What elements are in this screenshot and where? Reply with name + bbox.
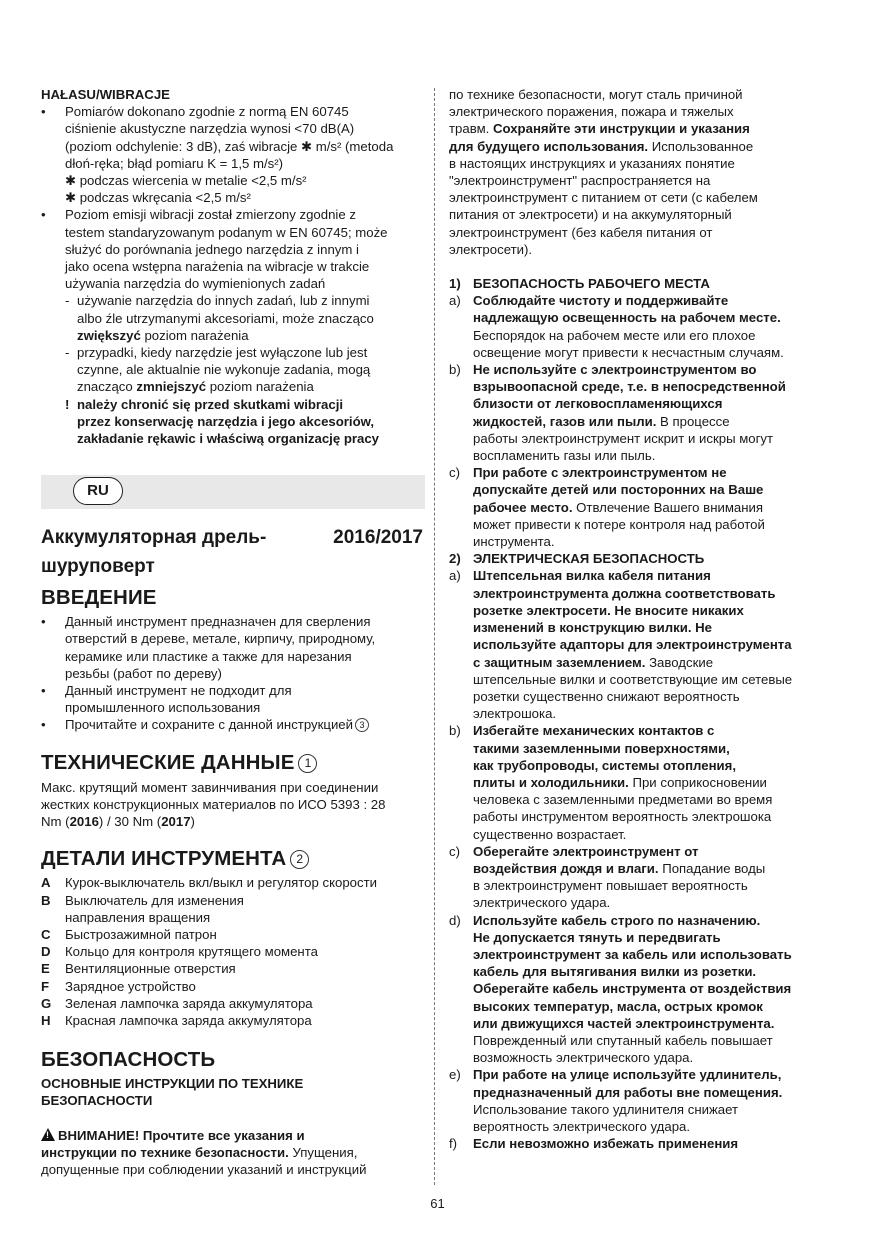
item-2e	[449, 1066, 835, 1135]
text-line: czynne, ale aktualnie nie wykonuje zadania, mogą	[77, 362, 371, 378]
text-line: электроинструмент (без кабеля питания от	[449, 224, 713, 240]
text-line: • Данный инструмент не подходит для	[65, 683, 292, 699]
emphasis: близости от легковоспламеняющихся	[473, 396, 723, 412]
item-letter: c)	[449, 843, 460, 859]
emphasis: инструкции по технике безопасности.	[41, 1144, 289, 1160]
item-body	[473, 1135, 738, 1152]
item-2d	[449, 912, 835, 1067]
product-title	[41, 523, 425, 581]
text-line: резьбы (работ по дереву)	[65, 665, 222, 681]
emphasis: Оберегайте кабель инструмента от воздействия	[473, 981, 792, 997]
emphasis: Соблюдайте чистоту и поддерживайте	[473, 293, 729, 309]
text-line: может привести к потере контроля над работой	[473, 516, 765, 532]
intro-bullet-1	[41, 613, 425, 682]
text-span: znacząco	[77, 379, 137, 395]
figure-ref-3: 3	[355, 718, 369, 732]
heading-text: ДЕТАЛИ ИНСТРУМЕНТА	[41, 847, 287, 871]
text-span: травм.	[449, 121, 493, 137]
text-line: • Poziom emisji wibracji został zmierzony zgodnie z	[65, 207, 356, 223]
part-label: Кольцо для контроля крутящего момента	[65, 944, 318, 960]
part-letter: H	[41, 1012, 51, 1028]
item-1a	[449, 292, 835, 361]
item-letter: e)	[449, 1067, 461, 1083]
text-line: • Pomiarów dokonano zgodnie z normą EN 60745	[65, 104, 349, 120]
emphasis: розетке электросети. Не вносите никаких	[473, 602, 744, 618]
text-line: ciśnienie akustyczne narzędzia wynosi <70 dB(A)	[65, 121, 355, 137]
part-item	[41, 1012, 425, 1029]
item-1c	[449, 464, 835, 550]
section-work-area	[449, 275, 835, 292]
part-letter: D	[41, 944, 51, 960]
item-body	[473, 1066, 782, 1135]
text-line: należy chronić się przed skutkami wibracji	[77, 396, 344, 412]
text-span: Попадание воды	[658, 860, 766, 876]
emphasis: Используйте кабель строго по назначению.	[473, 912, 761, 928]
text-line: по технике безопасности, могут сталь причиной	[449, 87, 743, 102]
text-span: Отвлечение Вашего внимания	[572, 499, 764, 515]
year-2016: 2016	[69, 814, 99, 830]
text-line: "электроинструмент" распространяется на	[449, 173, 711, 189]
text-line: (poziom odchylenie: 3 dB), zaś wibracje ✱ m/s² (metoda	[65, 138, 394, 154]
part-label: Зарядное устройство	[65, 978, 196, 994]
emphasis: как трубопроводы, системы отопления,	[473, 757, 737, 773]
text-line: воспламенить газы или пыль.	[473, 448, 656, 464]
part-item	[41, 874, 425, 891]
text-line: инструмента.	[473, 534, 555, 550]
emphasis: кабель для вытягивания вилки из розетки.	[473, 964, 757, 980]
right-column	[449, 86, 835, 1152]
emphasis: Не используйте с электроинструментом во	[473, 362, 757, 378]
emphasis: высоких температур, масла, острых кромок	[473, 998, 763, 1014]
part-label: Зеленая лампочка заряда аккумулятора	[65, 995, 313, 1011]
text-line: возможность электрического удара.	[473, 1050, 694, 1066]
part-item	[41, 978, 425, 995]
emphasis: воздействия дождя и влаги.	[473, 860, 659, 876]
year-2017: 2017	[161, 814, 191, 830]
intro-bullet-3	[41, 716, 425, 733]
text-line: albo źle utrzymanymi akcesoriami, może znacząco	[77, 310, 374, 326]
column-divider	[434, 88, 435, 1185]
text-line: ОСНОВНЫЕ ИНСТРУКЦИИ ПО ТЕХНИКЕ	[41, 1076, 304, 1092]
emphasis: изменений в конструкцию вилки. Не	[473, 620, 713, 636]
item-body	[473, 464, 765, 550]
part-item	[41, 960, 425, 977]
part-item	[41, 926, 425, 943]
emphasis: с защитным заземлением.	[473, 654, 646, 670]
text-span: Прочитайте и сохраните с данной инструкцией	[65, 717, 354, 733]
emphasis: zwiększyć	[77, 327, 141, 343]
vibration-warning	[41, 396, 425, 448]
emphasis: жидкостей, газов или пыли.	[473, 413, 657, 429]
part-label: Вентиляционные отверстия	[65, 961, 236, 977]
text-line: • Данный инструмент предназначен для сверления	[65, 614, 371, 630]
parts-list	[41, 874, 425, 1029]
text-line: освещение могут привести к несчастным случаям.	[473, 344, 784, 360]
item-2c	[449, 843, 835, 912]
text-line: промышленного использования	[65, 700, 261, 716]
part-letter: B	[41, 892, 51, 908]
item-letter: a)	[449, 568, 461, 584]
emphasis: допускайте детей или посторонних на Ваше	[473, 482, 764, 498]
text-line: розетки существенно снижают вероятность	[473, 688, 740, 704]
item-body	[473, 567, 792, 722]
text-line: Макс. крутящий момент завинчивания при соединении	[41, 779, 379, 795]
emphasis: Сохраняйте эти инструкции и указания	[492, 121, 750, 137]
emphasis: Если невозможно избежать применения	[473, 1136, 739, 1152]
safety-warning	[41, 1127, 425, 1179]
heading-tech-data	[41, 750, 425, 776]
text-line	[65, 716, 425, 733]
text-span: В процессе	[656, 413, 730, 429]
text-span: ) / 30 Nm (	[98, 814, 162, 830]
text-line: электрического поражения, пожара и тяжелых	[449, 104, 734, 120]
text-line: работы электроинструмент искрит и искры могут	[473, 430, 774, 446]
text-line: zakładanie rękawic i właściwą organizację pracy	[77, 431, 380, 447]
figure-ref-1: 1	[298, 754, 317, 773]
section-electrical	[449, 550, 835, 567]
safety-subheading	[41, 1075, 425, 1109]
text-line: Использование такого удлинителя снижает	[473, 1101, 739, 1117]
item-body	[473, 843, 765, 912]
item-1b	[449, 361, 835, 464]
vibration-screwing: ✱ podczas wkręcania <2,5 m/s²	[65, 190, 251, 206]
text-span: Упущения,	[288, 1144, 358, 1160]
part-label	[65, 892, 244, 926]
text-line: жестких конструкционных материалов по ИСО 5393 : 28	[41, 796, 386, 812]
section-number: 2)	[449, 551, 461, 567]
item-letter: d)	[449, 912, 461, 928]
text-span: направления вращения	[65, 909, 211, 925]
item-letter: c)	[449, 465, 460, 481]
part-item	[41, 995, 425, 1012]
heading-intro: ВВЕДЕНИЕ	[41, 586, 157, 610]
part-item	[41, 892, 425, 926]
item-2a	[449, 567, 835, 722]
text-line: Поврежденный или спутанный кабель повышает	[473, 1032, 773, 1048]
item-letter: b)	[449, 362, 461, 378]
product-title-line: шуруповерт	[41, 556, 155, 578]
vibration-drilling: ✱ podczas wiercenia w metalie <2,5 m/s²	[65, 173, 307, 189]
heading-text: ТЕХНИЧЕСКИЕ ДАННЫЕ	[41, 750, 295, 774]
text-line	[41, 813, 425, 830]
page-number: 61	[430, 1196, 445, 1211]
text-line: допущенные при соблюдении указаний и инструкций	[41, 1161, 367, 1177]
text-span: Использованное	[648, 138, 754, 154]
part-letter: F	[41, 978, 50, 994]
item-body	[473, 722, 772, 842]
heading-parts	[41, 846, 425, 872]
item-2f	[449, 1135, 835, 1152]
emphasis: электроинструмент за кабель или использовать	[473, 946, 792, 962]
text-line: przez konserwację narzędzia i jego akcesoriów,	[77, 413, 375, 429]
part-letter: C	[41, 926, 51, 942]
emphasis: взрывоопасной среде, т.е. в непосредственной	[473, 379, 786, 395]
text-line: в электроинструмент повышает вероятность	[473, 878, 748, 894]
section-heading-noise: HAŁASU/WIBRACJE	[41, 87, 170, 102]
language-band	[41, 475, 425, 509]
text-line: БЕЗОПАСНОСТИ	[41, 1093, 153, 1109]
text-span: При соприкосновении	[628, 774, 767, 790]
text-span: ВНИМАНИЕ! Прочтите все указания и	[58, 1127, 305, 1143]
section-number: 1)	[449, 276, 461, 292]
warning-triangle-icon	[41, 1128, 55, 1141]
text-line: человека с заземленными предметами во время	[473, 792, 773, 808]
text-span: poziom narażenia	[140, 327, 249, 343]
emphasis: При работе на улице используйте удлинитель,	[473, 1067, 782, 1083]
emphasis: рабочее место.	[473, 499, 573, 515]
emphasis: zmniejszyć	[136, 379, 207, 395]
text-line: керамике или пластике а также для нарезания	[65, 648, 352, 664]
part-letter: G	[41, 995, 52, 1011]
item-body	[473, 361, 786, 464]
text-span: Заводские	[645, 654, 714, 670]
text-line: существенно возрастает.	[473, 826, 627, 842]
emphasis: Штепсельная вилка кабеля питания	[473, 568, 711, 584]
text-line: электроинструмент с питанием от сети (с кабелем	[449, 190, 758, 206]
text-line	[77, 378, 425, 395]
emphasis: Избегайте механических контактов с	[473, 723, 715, 739]
text-span: poziom narażenia	[206, 379, 314, 395]
emphasis: плиты и холодильники.	[473, 774, 629, 790]
text-line	[449, 120, 835, 137]
text-line: używania narzędzia do wymienionych zadań	[65, 276, 326, 292]
heading-safety: БЕЗОПАСНОСТЬ	[41, 1048, 216, 1072]
emphasis: Не допускается тянуть и передвигать	[473, 929, 721, 945]
text-line	[77, 327, 425, 344]
item-body	[473, 292, 784, 361]
emphasis: надлежащую освещенность на рабочем месте.	[473, 310, 781, 326]
item-2b	[449, 722, 835, 842]
emphasis: для будущего использования.	[449, 138, 649, 154]
language-badge: RU	[73, 477, 123, 505]
text-line: штепсельные вилки и соответствующие им сетевые	[473, 671, 793, 687]
text-line: - używanie narzędzia do innych zadań, lub z innymi	[77, 293, 370, 309]
section-title: ЭЛЕКТРИЧЕСКАЯ БЕЗОПАСНОСТЬ	[473, 551, 705, 567]
text-line	[41, 1127, 425, 1144]
text-line: отверстий в дереве, метале, кирпичу, природному,	[65, 631, 376, 647]
intro-bullet-2	[41, 682, 425, 716]
part-letter: E	[41, 961, 50, 977]
noise-bullet-1	[41, 103, 425, 206]
text-line: работы инструментом вероятность электрошока	[473, 809, 772, 825]
noise-sub-item-2	[41, 344, 425, 396]
text-line: dłoń-ręka; błąd pomiaru K = 1,5 m/s²)	[65, 155, 284, 171]
emphasis: предназначенный для работы вне помещения.	[473, 1084, 783, 1100]
noise-bullet-2	[41, 206, 425, 292]
text-line: Беспорядок на рабочем месте или его плохое	[473, 327, 756, 343]
exclamation-icon: !	[65, 396, 70, 412]
text-span: Выключатель для изменения	[65, 892, 244, 908]
product-years: 2016/2017	[333, 527, 423, 549]
text-line: в настоящих инструкциях и указаниях понятие	[449, 155, 735, 171]
emphasis: или движущихся частей электроинструмента.	[473, 1015, 775, 1031]
text-line: - przypadki, kiedy narzędzie jest wyłączone lub jest	[77, 345, 368, 361]
text-line	[41, 1144, 425, 1161]
emphasis: используйте адапторы для электроинструмента	[473, 637, 792, 653]
part-label: Красная лампочка заряда аккумулятора	[65, 1012, 312, 1028]
text-line: электросети).	[449, 241, 533, 257]
product-title-line: Аккумуляторная дрель-	[41, 527, 267, 549]
text-line	[449, 138, 835, 155]
emphasis: такими заземленными поверхностями,	[473, 740, 730, 756]
item-letter: a)	[449, 293, 461, 309]
part-item	[41, 943, 425, 960]
left-column	[41, 86, 425, 1178]
text-line: testem standaryzowanym podanym w EN 60745; może	[65, 224, 388, 240]
text-span: Nm (	[41, 814, 70, 830]
emphasis: Оберегайте электроинструмент от	[473, 843, 699, 859]
text-span: )	[190, 814, 195, 830]
text-line: электрического удара.	[473, 895, 611, 911]
part-letter: A	[41, 875, 51, 891]
item-letter: f)	[449, 1136, 458, 1152]
figure-ref-2: 2	[290, 850, 309, 869]
text-line: jako ocena wstępna narażenia na wibracje w trakcie	[65, 259, 370, 275]
text-line: вероятность электрического удара.	[473, 1118, 691, 1134]
item-body	[473, 912, 792, 1067]
part-label: Курок-выключатель вкл/выкл и регулятор скорости	[65, 875, 378, 891]
text-line: электрошока.	[473, 706, 557, 722]
tech-data-text	[41, 779, 425, 831]
text-line: służyć do porównania jednego narzędzia z innym i	[65, 241, 359, 257]
part-label: Быстрозажимной патрон	[65, 926, 217, 942]
emphasis: электроинструмента должна соответствовать	[473, 585, 776, 601]
noise-sub-item-1	[41, 292, 425, 344]
warning-mark: !	[46, 1129, 49, 1140]
section-title: БЕЗОПАСНОСТЬ РАБОЧЕГО МЕСТА	[473, 276, 710, 292]
item-letter: b)	[449, 723, 461, 739]
emphasis: При работе с электроинструментом не	[473, 465, 727, 481]
text-line: питания от электросети) и на аккумуляторный	[449, 207, 732, 223]
